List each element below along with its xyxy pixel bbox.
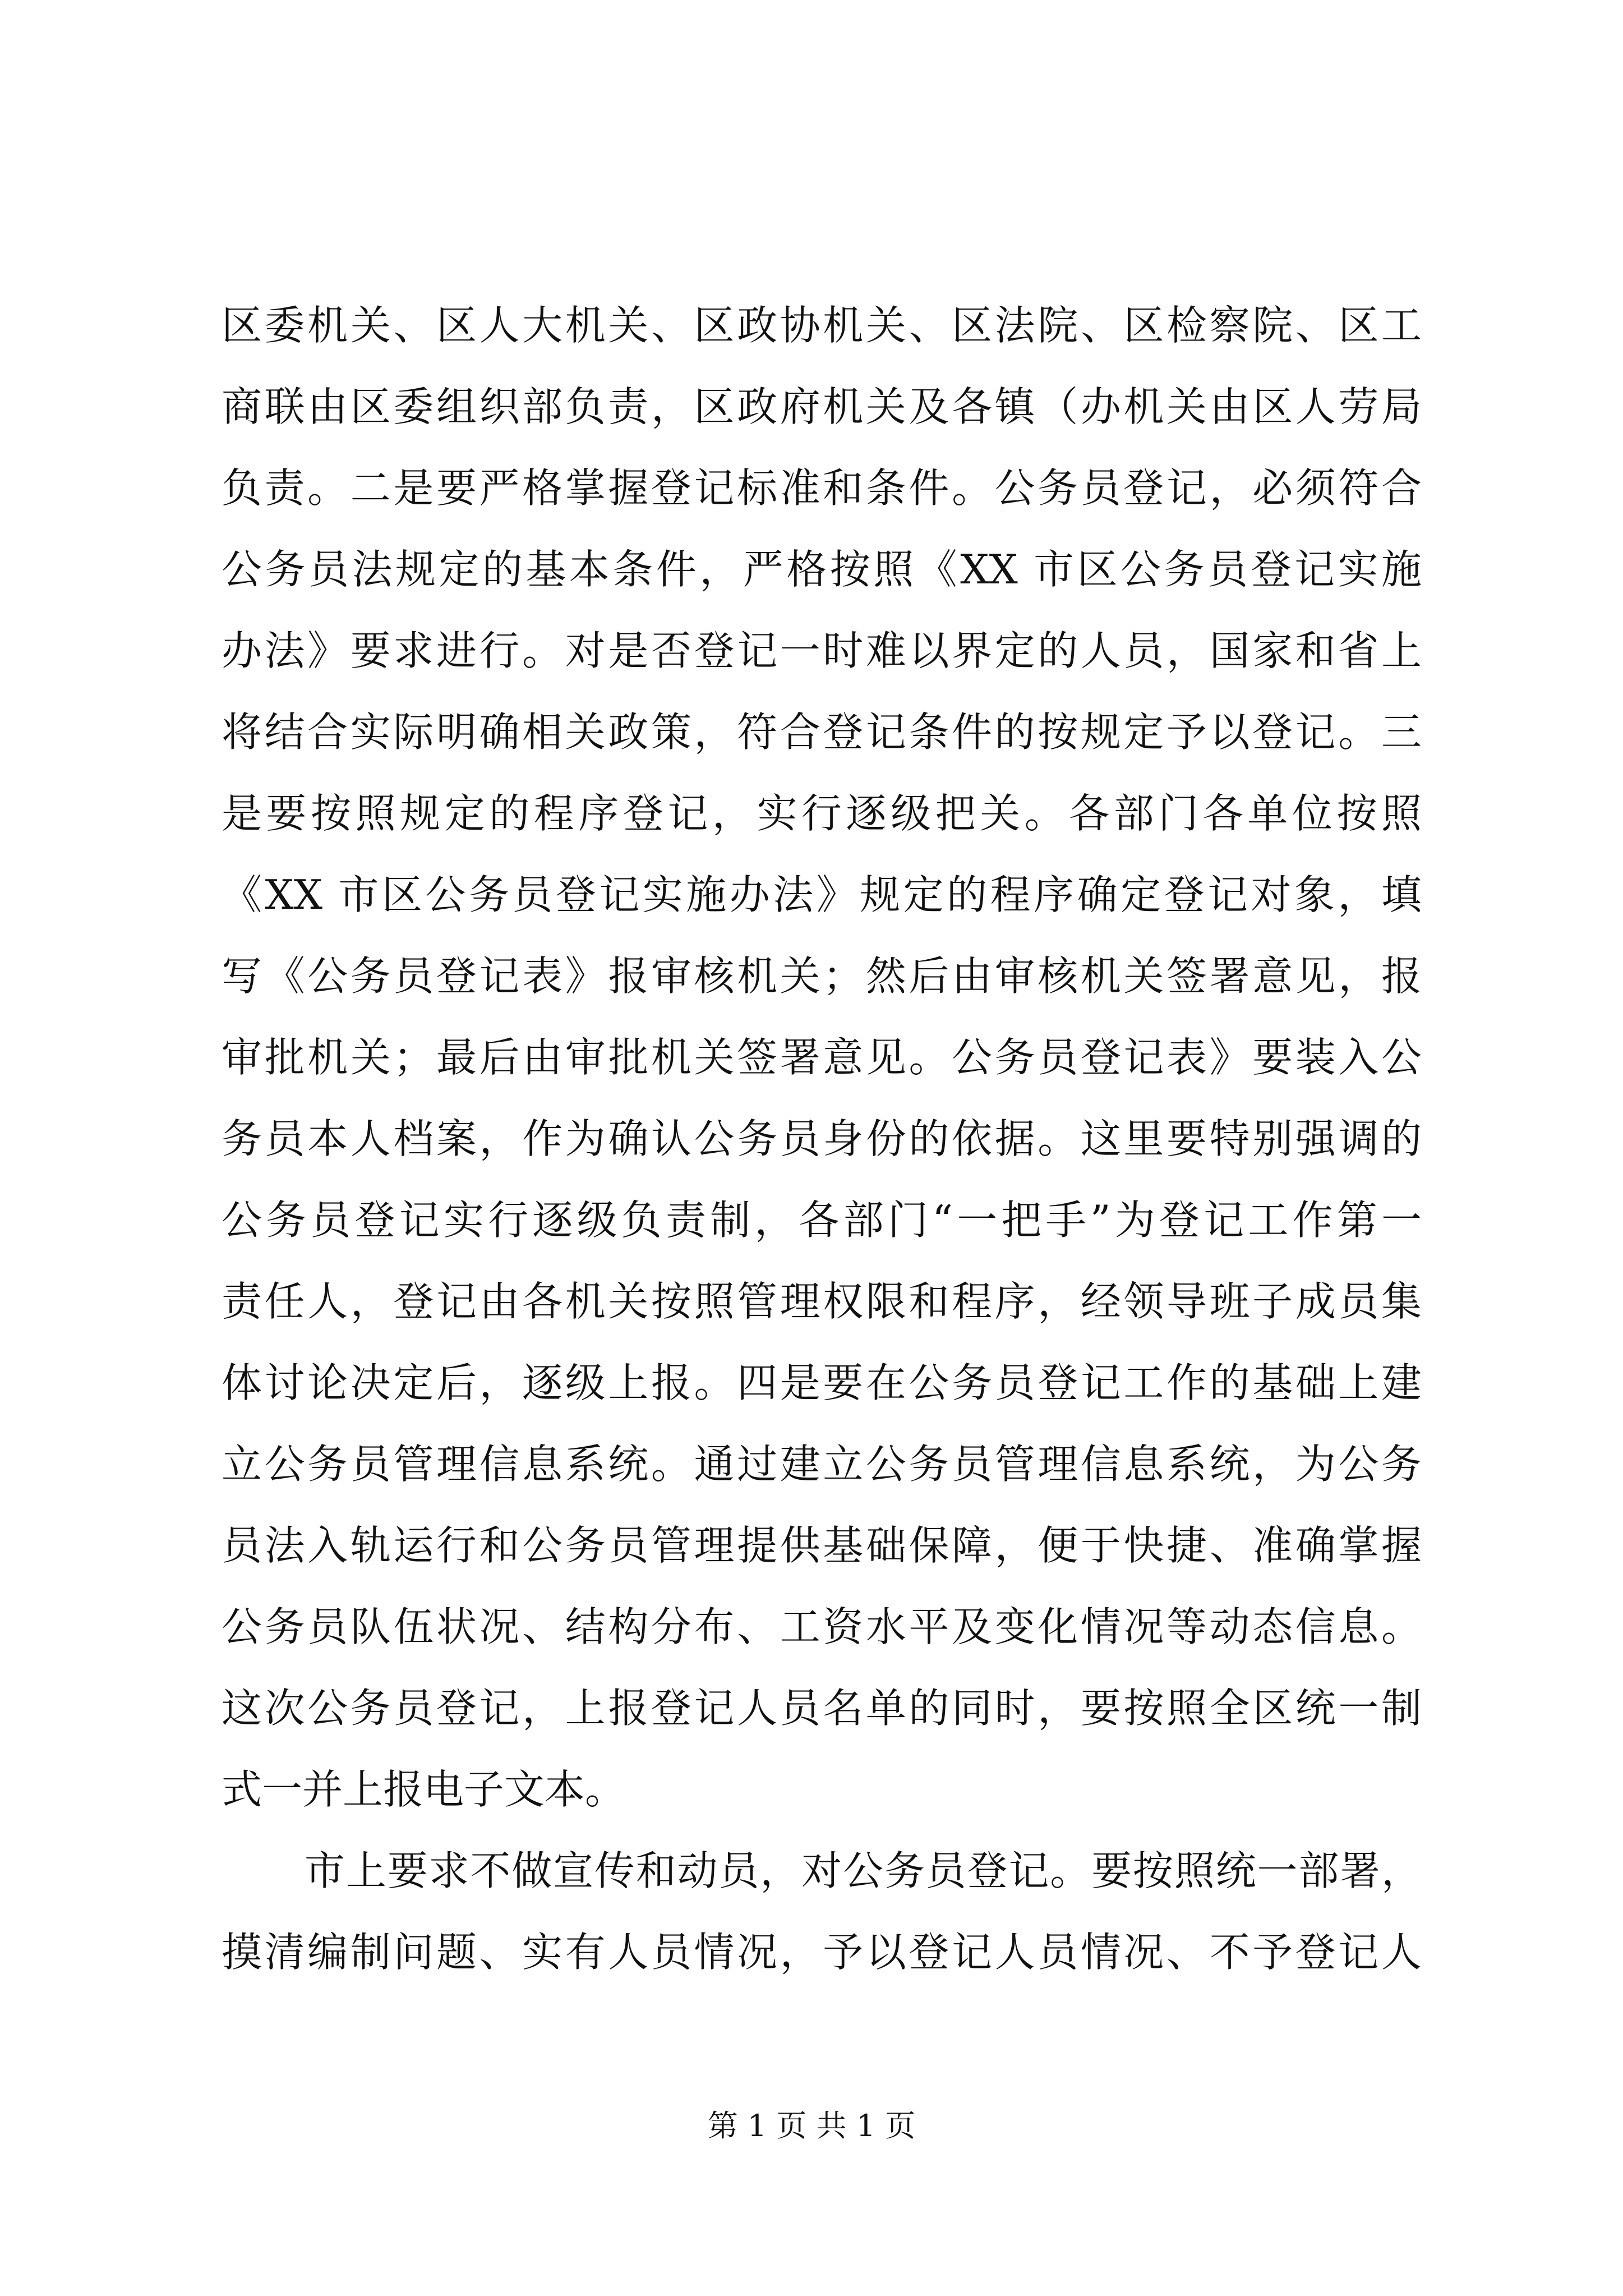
paragraph-first-line: 市上要求不做宣传和动员，对公务员登记。要按照统一部署， — [305, 1847, 1422, 1894]
text-line: 立公务员管理信息系统。通过建立公务员管理信息系统，为公务 — [222, 1441, 1422, 1488]
text-line: 务员本人档案，作为确认公务员身份的依据。这里要特别强调的 — [222, 1115, 1422, 1162]
text-line: 员法入轨运行和公务员管理提供基础保障，便于快捷、准确掌握 — [222, 1522, 1422, 1569]
text-line: 是要按照规定的程序登记，实行逐级把关。各部门各单位按照 — [222, 790, 1422, 837]
text-line: 办法》要求进行。对是否登记一时难以界定的人员，国家和省上 — [222, 627, 1422, 674]
text-line: 摸清编制问题、实有人员情况，予以登记人员情况、不予登记人 — [222, 1929, 1422, 1976]
text-line: 责任人，登记由各机关按照管理权限和程序，经领导班子成员集 — [222, 1278, 1422, 1325]
text-line: 公务员队伍状况、结构分布、工资水平及变化情况等动态信息。 — [222, 1603, 1422, 1650]
page-footer: 第 1 页 共 1 页 — [707, 2108, 916, 2143]
text-line: 负责。二是要严格掌握登记标准和条件。公务员登记，必须符合 — [222, 464, 1422, 512]
text-line: 体讨论决定后，逐级上报。四是要在公务员登记工作的基础上建 — [222, 1359, 1422, 1406]
text-line: 区委机关、区人大机关、区政协机关、区法院、区检察院、区工 — [222, 302, 1422, 349]
text-line: 这次公务员登记，上报登记人员名单的同时，要按照全区统一制 — [222, 1685, 1422, 1732]
text-line: 《XX 市区公务员登记实施办法》规定的程序确定登记对象，填 — [222, 871, 1422, 918]
text-line: 式一并上报电子文本。 — [222, 1766, 626, 1813]
text-line: 写《公务员登记表》报审核机关；然后由审核机关签署意见，报 — [222, 953, 1422, 1000]
text-line: 公务员登记实行逐级负责制，各部门“一把手”为登记工作第一 — [222, 1197, 1422, 1244]
text-line: 将结合实际明确相关政策，符合登记条件的按规定予以登记。三 — [222, 708, 1422, 756]
text-line: 商联由区委组织部负责，区政府机关及各镇（办机关由区人劳局 — [222, 383, 1422, 430]
text-line: 审批机关；最后由审批机关签署意见。公务员登记表》要装入公 — [222, 1034, 1422, 1081]
text-line: 公务员法规定的基本条件，严格按照《XX 市区公务员登记实施 — [222, 546, 1422, 593]
